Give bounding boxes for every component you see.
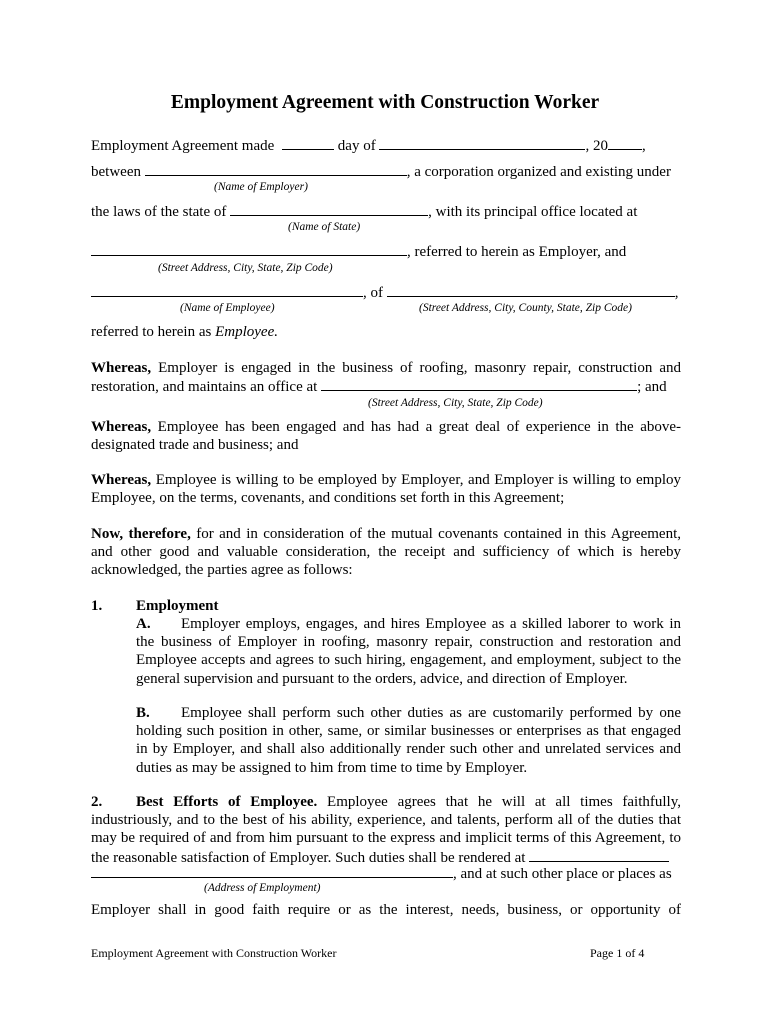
agreement-made-text: Employment Agreement made <box>91 138 275 154</box>
other-places-text: , and at such other place or places as <box>453 866 672 882</box>
employee-name-blank[interactable] <box>91 283 363 297</box>
state-blank[interactable] <box>230 202 428 216</box>
section-1-b <box>136 704 681 777</box>
employee-name-caption: (Name of Employee) <box>180 302 275 314</box>
comma-text: , <box>641 138 646 154</box>
state-line <box>91 202 637 221</box>
office-address-caption: (Street Address, City, State, Zip Code) <box>368 397 543 409</box>
employee-term: Employee. <box>215 324 278 340</box>
corporation-text: , a corporation organized and existing under <box>406 164 671 180</box>
whereas-1-text: Employer is engaged in the business of roofing, masonry repair, construction and <box>158 360 682 376</box>
and-text: ; and <box>637 379 667 396</box>
employment-address-blank-1[interactable] <box>529 848 669 862</box>
whereas-label: Whereas, <box>91 472 152 488</box>
employee-address-blank[interactable] <box>387 283 675 297</box>
office-address-blank[interactable] <box>321 377 637 391</box>
between-text: between <box>91 164 141 180</box>
employee-line <box>91 283 679 302</box>
of-text: , of <box>363 285 383 301</box>
section-1-a <box>136 615 681 688</box>
section-1-b-text: Employee shall perform such other duties as are customarily performed by one holding such position in other, same, or similar businesses or enterprises as that engaged in by Employer, and shall also additionally render such other and unrelated services and duties as may be assigned to him from time to time by Employer. <box>136 705 681 776</box>
employer-name-caption: (Name of Employer) <box>214 181 308 193</box>
agreement-date-line <box>91 136 646 155</box>
employer-address-blank[interactable] <box>91 242 407 256</box>
section-2-address-line <box>91 864 672 883</box>
whereas-1-office-text: restoration, and maintains an office at <box>91 379 318 396</box>
section-2-continued <box>91 901 681 919</box>
year-prefix-text: , 20 <box>585 138 608 154</box>
section-1-b-label: B. <box>136 705 150 721</box>
whereas-label: Whereas, <box>91 419 152 435</box>
section-2 <box>91 793 681 867</box>
referred-employee-text: referred to herein as <box>91 324 212 340</box>
section-1-heading: Employment <box>136 598 219 614</box>
section-1-a-label: A. <box>136 616 151 632</box>
now-therefore-clause <box>91 525 681 580</box>
principal-office-text: , with its principal office located at <box>428 204 638 220</box>
referred-employee-line <box>91 323 278 341</box>
whereas-clause-3 <box>91 471 681 507</box>
whereas-2-text: Employee has been engaged and has had a great deal of experience in the above-designated trade and business; and <box>91 419 682 454</box>
whereas-3-text: Employee is willing to be employed by Employer, and Employer is willing to employ Employee, on the terms, covenants, and conditions set forth in this Agreement; <box>91 472 681 507</box>
month-blank[interactable] <box>379 136 585 150</box>
section-1-number: 1. <box>91 598 103 614</box>
employment-address-blank-2[interactable] <box>91 864 453 878</box>
now-therefore-label: Now, therefore, <box>91 526 191 542</box>
section-2-text: Employee agrees that he will at all times faithfully, industriously, and to the best of his ability, experience, and talents, perform all of the duties that may be required of and from him pursuant to the express and implicit terms of this Agreement, to the reasonable satisfaction of Employer. Such duties shall be rendered at <box>91 794 681 866</box>
footer-title: Employment Agreement with Construction Worker <box>91 946 337 960</box>
page-number: Page 1 of 4 <box>590 946 645 960</box>
employment-address-caption: (Address of Employment) <box>204 882 321 894</box>
laws-of-state-text: the laws of the state of <box>91 204 227 220</box>
section-2-number: 2. <box>91 794 103 810</box>
section-2-continued-text: Employer shall in good faith require or as the interest, needs, business, or opportunity of <box>91 902 681 918</box>
section-1-a-text: Employer employs, engages, and hires Employee as a skilled laborer to work in the business of Employer in roofing, masonry repair, construction and restoration and Employee accepts and agrees to such hiring, engagement, and employment, subject to the general supervision and pursuant to the orders, advice, and direction of Employer. <box>136 616 681 687</box>
employer-name-blank[interactable] <box>145 162 407 176</box>
document-title: Employment Agreement with Construction Worker <box>170 92 600 113</box>
employer-address-caption: (Street Address, City, State, Zip Code) <box>158 262 333 274</box>
whereas-clause-1 <box>91 359 681 396</box>
now-therefore-text: for and in consideration of the mutual covenants contained in this Agreement, and other good and valuable consideration, the receipt and sufficiency of which is hereby acknowledged, the parties agree as follows: <box>91 526 681 579</box>
whereas-clause-2 <box>91 418 681 454</box>
section-2-heading: Best Efforts of Employee. <box>136 794 318 810</box>
employee-address-caption: (Street Address, City, County, State, Zip Code) <box>419 302 632 314</box>
day-of-text: day of <box>337 138 376 154</box>
employer-line <box>91 162 671 181</box>
whereas-label: Whereas, <box>91 360 152 376</box>
year-blank[interactable] <box>608 136 642 150</box>
referred-employer-text: , referred to herein as Employer, and <box>407 244 627 260</box>
day-blank[interactable] <box>282 136 334 150</box>
state-caption: (Name of State) <box>288 221 361 233</box>
comma-text-2: , <box>674 285 679 301</box>
employer-address-line <box>91 242 626 261</box>
